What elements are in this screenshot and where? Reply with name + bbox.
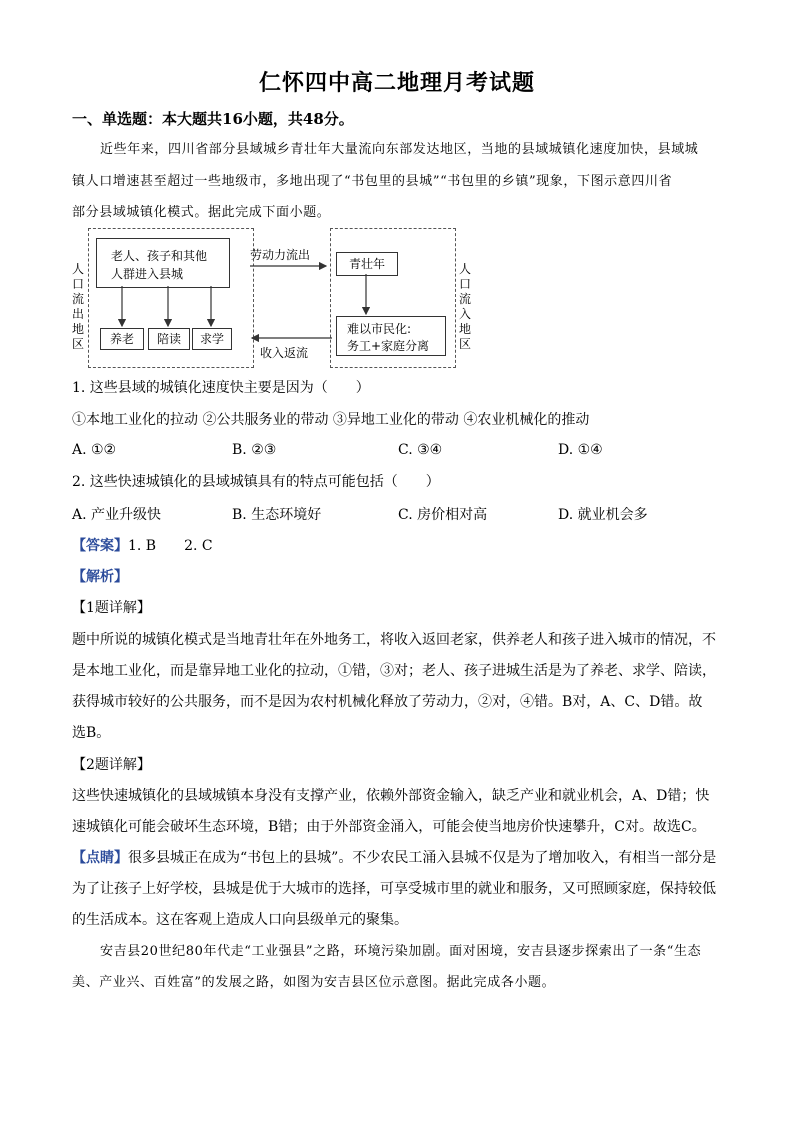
detail1-line-1: 题中所说的城镇化模式是当地青壮年在外地务工，将收入返回老家，供养老人和孩子进入城市的情况，不 bbox=[72, 632, 716, 648]
q1-stem: 1. 这些县域的城镇化速度快主要是因为（ ） bbox=[72, 380, 370, 396]
intro-line-2: 镇人口增速甚至超过一些地级市，多地出现了“书包里的县城”“书包里的乡镇”现象，下图示意四川省 bbox=[72, 174, 673, 189]
detail2-line-1: 这些快速城镇化的县域城镇本身没有支撑产业，依赖外部资金输入，缺乏产业和就业机会，A、D错；快 bbox=[72, 788, 710, 804]
work-box-line-2: 务工+家庭分离 bbox=[347, 339, 430, 353]
comment-line-3: 的生活成本。这在客观上造成人口向县级单元的聚集。 bbox=[72, 912, 408, 928]
next-intro-line-1: 安吉县20世纪80年代走“工业强县”之路，环境污染加剧。面对困境，安吉县逐步探索出了一条“生态 bbox=[100, 944, 702, 959]
box-schooling: 求学 bbox=[192, 328, 232, 350]
q1-option-c: C. ③④ bbox=[398, 442, 443, 458]
comment-text-1: 很多县城正在成为“书包上的县城”。不少农民工涌入县城不仅是为了增加收入，有相当一部分是 bbox=[128, 850, 717, 866]
label-income-return: 收入返流 bbox=[260, 346, 309, 360]
outflow-region-label: 人 口 流 出 地 区 bbox=[71, 262, 84, 351]
page-title: 仁怀四中高二地理月考试题 bbox=[258, 70, 535, 96]
q2-option-a: A. 产业升级快 bbox=[72, 507, 162, 523]
detail1-line-3: 获得城市较好的公共服务，而不是因为农村机械化释放了劳动力，②对，④错。B对，A、C、D错。故 bbox=[72, 694, 703, 710]
box-eldercare: 养老 bbox=[100, 328, 144, 350]
diagram-arrows bbox=[70, 226, 490, 371]
work-box-line-1: 难以市民化: bbox=[347, 322, 412, 336]
label-labor-outflow: 劳动力流出 bbox=[250, 248, 311, 262]
group-box-line-1: 老人、孩子和其他 bbox=[111, 249, 208, 263]
analysis-tag: 【解析】 bbox=[72, 569, 128, 585]
detail1-line-4: 选B。 bbox=[72, 725, 111, 741]
urbanization-diagram bbox=[70, 226, 490, 371]
answer-line bbox=[72, 536, 726, 556]
detail1-tag: 【1题详解】 bbox=[72, 600, 151, 616]
q2-option-c: C. 房价相对高 bbox=[398, 507, 488, 523]
box-young-adults: 青壮年 bbox=[336, 252, 398, 276]
q2-option-b: B. 生态环境好 bbox=[232, 507, 322, 523]
comment-line-1 bbox=[72, 848, 726, 868]
answer-text: 1. B 2. C bbox=[128, 538, 213, 554]
inflow-region-label: 人 口 流 入 地 区 bbox=[458, 262, 471, 351]
detail2-line-2: 速城镇化可能会破坏生态环境，B错；由于外部资金涌入，可能会使当地房价快速攀升，C对。故选C。 bbox=[72, 819, 706, 835]
intro-line-3: 部分县域城镇化模式。据此完成下面小题。 bbox=[72, 205, 331, 220]
next-intro-line-2: 美、产业兴、百姓富”的发展之路，如图为安吉县区位示意图。据此完成各小题。 bbox=[72, 975, 556, 990]
q1-option-d: D. ①④ bbox=[558, 442, 603, 458]
detail1-line-2: 是本地工业化，而是靠异地工业化的拉动，①错，③对；老人、孩子进城生活是为了养老、求学、陪读， bbox=[72, 663, 716, 679]
comment-line-2: 为了让孩子上好学校，县城是优于大城市的选择，可享受城市里的就业和服务，又可照顾家庭，保持较低 bbox=[72, 881, 716, 897]
detail2-tag: 【2题详解】 bbox=[72, 757, 151, 773]
q2-option-d: D. 就业机会多 bbox=[558, 507, 648, 523]
intro-line-1: 近些年来，四川省部分县域城乡青壮年大量流向东部发达地区，当地的县域城镇化速度加快，县域城 bbox=[100, 142, 699, 157]
q2-stem: 2. 这些快速城镇化的县域城镇具有的特点可能包括（ ） bbox=[72, 474, 440, 490]
group-box-line-2: 人群进入县城 bbox=[111, 267, 184, 281]
q1-items: ①本地工业化的拉动 ②公共服务业的带动 ③异地工业化的带动 ④农业机械化的推动 bbox=[72, 412, 590, 428]
section-heading: 一、单选题：本大题共16小题，共48分。 bbox=[72, 110, 354, 128]
answer-tag: 【答案】 bbox=[72, 538, 128, 554]
comment-tag: 【点睛】 bbox=[72, 850, 128, 866]
q1-option-b: B. ②③ bbox=[232, 442, 277, 458]
box-accompany-study: 陪读 bbox=[148, 328, 190, 350]
q1-option-a: A. ①② bbox=[72, 442, 117, 458]
